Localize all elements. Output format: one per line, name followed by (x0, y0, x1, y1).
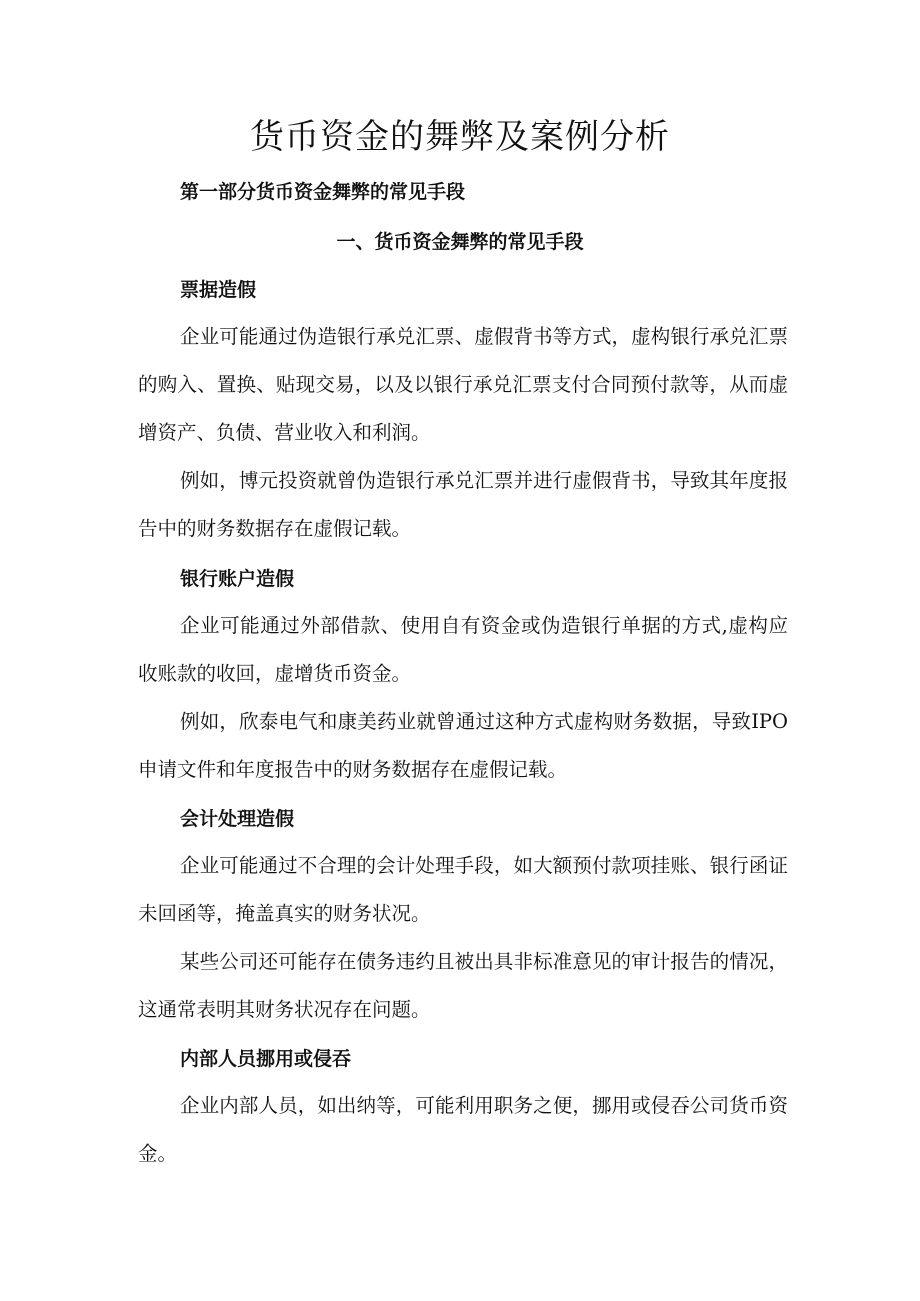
subsection-heading-accounting-fraud: 会计处理造假 (180, 808, 295, 830)
paragraph: 企业内部人员，如出纳等，可能利用职务之便，挪用或侵吞公司货币资金。 (138, 1094, 788, 1165)
part-heading: 第一部分货币资金舞弊的常见手段 (180, 181, 466, 203)
paragraph: 企业可能通过不合理的会计处理手段，如大额预付款项挂账、银行函证未回函等，掩盖真实的财务状况。 (138, 854, 788, 925)
subsection-heading-bank-account-fraud: 银行账户造假 (180, 568, 295, 590)
paragraph: 某些公司还可能存在债务违约且被出具非标准意见的审计报告的情况，这通常表明其财务状况存在问题。 (138, 950, 788, 1021)
document-title: 货币资金的舞弊及案例分析 (250, 117, 670, 157)
subsection-heading-bill-fraud: 票据造假 (180, 279, 257, 301)
subsection-heading-embezzlement: 内部人员挪用或侵吞 (180, 1048, 352, 1070)
section-heading: 一、货币资金舞弊的常见手段 (336, 231, 584, 253)
paragraph: 例如，欣泰电气和康美药业就曾通过这种方式虚构财务数据，导致IPO申请文件和年度报告中的财务数据存在虚假记载。 (138, 710, 788, 781)
paragraph: 例如，博元投资就曾伪造银行承兑汇票并进行虚假背书，导致其年度报告中的财务数据存在虚假记载。 (138, 469, 788, 540)
paragraph: 企业可能通过伪造银行承兑汇票、虚假背书等方式，虚构银行承兑汇票的购入、置换、贴现交易，以及以银行承兑汇票支付合同预付款等，从而虚增资产、负债、营业收入和利润。 (138, 325, 788, 444)
paragraph: 企业可能通过外部借款、使用自有资金或伪造银行单据的方式,虚构应收账款的收回，虚增货币资金。 (138, 614, 788, 685)
